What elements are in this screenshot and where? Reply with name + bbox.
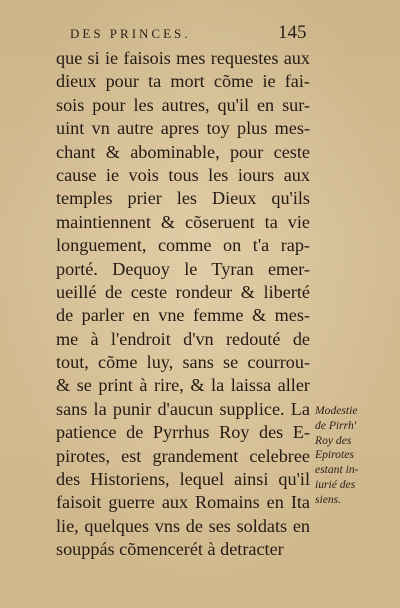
margin-note-line: Epirotes [315,448,354,462]
text-line: faisoit guerre aux Romains en Ita [56,492,310,513]
margin-note-line: Modestie [315,404,358,417]
body-text [56,47,310,562]
text-line: porté. Dequoy le Tyran emer- [56,258,310,279]
text-line: longuement, comme on t'a rap- [56,235,310,256]
text-line: dieux pour ta mort cõme ie fai- [56,71,310,92]
text-line: que si ie faisois mes requestes aux [56,48,310,68]
text-line: & se print à rire, & la laissa aller [56,375,310,396]
margin-note-line: Roy des [315,433,352,447]
text-line: souppás cõmencerét à detracter [56,539,284,560]
text-line: me à l'endroit d'vn redouté de [56,328,310,349]
running-title: DES PRINCES. [70,26,191,41]
text-line: uint vn autre apres toy plus mes- [56,118,310,139]
text-line: de parler en vne femme & mes- [56,305,310,326]
text-line: cause ie vois tous les iours aux [56,164,310,185]
text-line: tout, cõme luy, sans se courrou- [56,352,310,373]
margin-note-line: estant in- [315,463,359,477]
text-line: chant & abominable, pour ceste [56,141,310,162]
margin-note-line: siens. [315,492,342,506]
text-line: sans la punir d'aucun supplice. La [56,398,310,419]
text-line: patience de Pyrrhus Roy des E- [56,422,310,443]
text-line: sois pour les autres, qu'il en sur- [56,94,310,115]
text-line: maintiennent & cõseruent ta vie [56,211,310,232]
text-line: ueillé de ceste rondeur & liberté [56,281,310,302]
text-line: pirotes, est grandement celebree [56,445,310,466]
margin-note [315,404,395,508]
margin-note-line: de Pirrh' [315,418,357,432]
margin-note-line: iurié des [315,477,356,491]
text-line: temples prier les Dieux qu'ils [56,188,310,209]
text-line: lie, quelques vns de ses soldats en [56,515,310,536]
text-line: des Historiens, lequel ainsi qu'il [56,469,310,490]
page-number: 145 [278,22,307,43]
